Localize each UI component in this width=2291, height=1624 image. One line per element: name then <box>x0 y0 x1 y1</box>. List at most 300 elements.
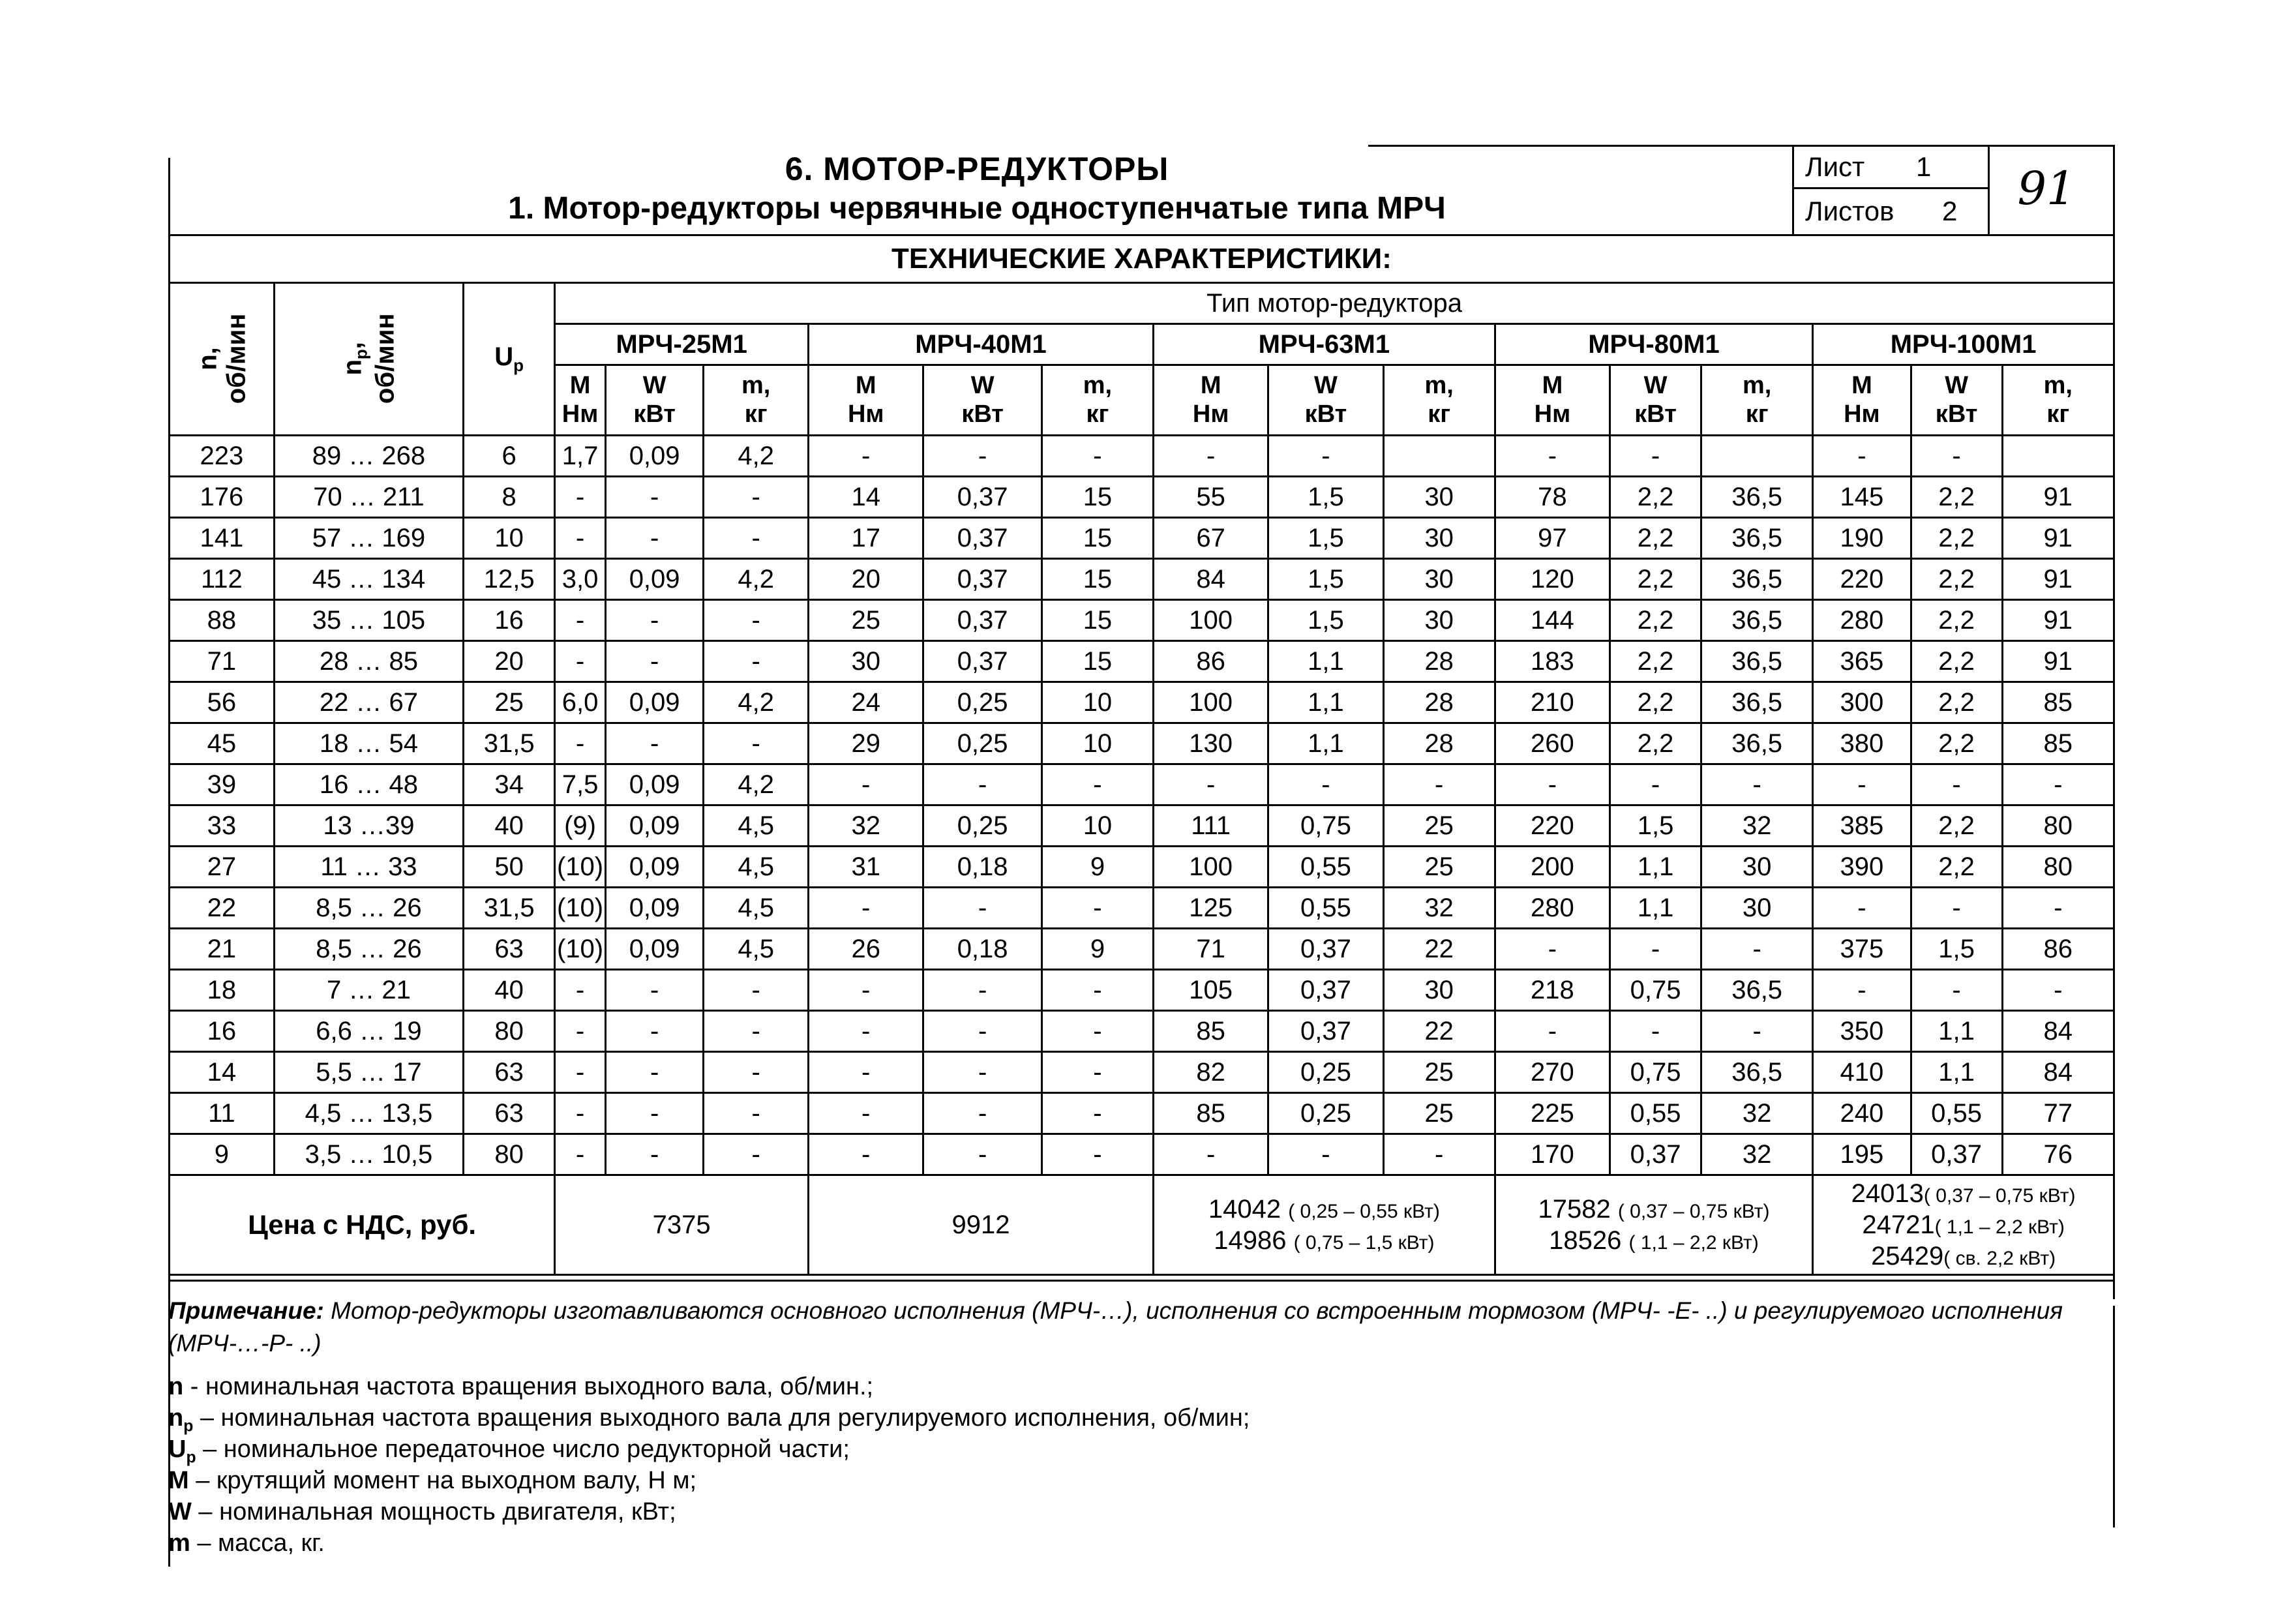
table-cell: 4,2 <box>704 682 809 723</box>
table-cell: 9 <box>1041 929 1153 970</box>
table-cell: 2,2 <box>1911 477 2002 518</box>
table-cell: 0,25 <box>923 682 1042 723</box>
table-cell: - <box>1495 436 1610 477</box>
table-cell: 280 <box>1495 888 1610 929</box>
table-cell: 45 <box>170 723 275 764</box>
table-cell: 8 <box>464 477 555 518</box>
table-cell: - <box>1701 764 1813 805</box>
table-cell: - <box>809 764 923 805</box>
table-cell: 22 <box>170 888 275 929</box>
table-cell: 27 <box>170 847 275 888</box>
table-cell: 0,25 <box>923 805 1042 847</box>
table-cell: 22 <box>1383 929 1495 970</box>
table-cell: 36,5 <box>1701 600 1813 641</box>
table-cell: 0,25 <box>923 723 1042 764</box>
unit-header: W кВт <box>1610 365 1701 436</box>
table-cell: - <box>704 1093 809 1134</box>
definition-item: M – крутящий момент на выходном валу, Н м; <box>168 1467 697 1494</box>
table-cell: 0,55 <box>1268 888 1383 929</box>
table-cell: 0,37 <box>923 559 1042 600</box>
frame-top-line <box>1368 145 1792 147</box>
table-cell: - <box>1701 1011 1813 1052</box>
table-cell: - <box>1911 436 2002 477</box>
table-cell: - <box>704 970 809 1011</box>
table-cell: - <box>704 1134 809 1175</box>
table-cell: 0,37 <box>923 477 1042 518</box>
table-cell: 11 <box>170 1093 275 1134</box>
table-cell: 1,1 <box>1610 888 1701 929</box>
table-cell: 25 <box>1383 805 1495 847</box>
table-cell: 5,5 … 17 <box>274 1052 463 1093</box>
table-cell: 112 <box>170 559 275 600</box>
unit-header: m, кг <box>1041 365 1153 436</box>
table-cell: 0,75 <box>1610 970 1701 1011</box>
unit-header: M Нм <box>1495 365 1610 436</box>
table-row <box>170 1093 2114 1134</box>
table-cell: 57 … 169 <box>274 518 463 559</box>
table-cell: 30 <box>1383 518 1495 559</box>
table-cell: - <box>1911 888 2002 929</box>
table-cell: - <box>1268 764 1383 805</box>
table-cell: 14 <box>170 1052 275 1093</box>
table-cell: 78 <box>1495 477 1610 518</box>
unit-header: W кВт <box>1268 365 1383 436</box>
table-cell: 36,5 <box>1701 559 1813 600</box>
table-cell: - <box>1041 436 1153 477</box>
table-cell: 80 <box>2002 847 2114 888</box>
table-cell: 0,09 <box>605 929 703 970</box>
table-cell: 240 <box>1813 1093 1911 1134</box>
table-cell: - <box>923 888 1042 929</box>
table-cell: 50 <box>464 847 555 888</box>
table-cell: 32 <box>1701 1093 1813 1134</box>
table-cell: 10 <box>1041 805 1153 847</box>
table-cell: 20 <box>809 559 923 600</box>
table-cell: 84 <box>2002 1011 2114 1052</box>
table-cell: 2,2 <box>1610 723 1701 764</box>
table-cell: 31,5 <box>464 888 555 929</box>
table-cell: 85 <box>2002 723 2114 764</box>
table-cell: 88 <box>170 600 275 641</box>
table-cell: 25 <box>1383 1093 1495 1134</box>
table-cell: 120 <box>1495 559 1610 600</box>
table-cell: 0,25 <box>1268 1052 1383 1093</box>
table-cell: 9 <box>1041 847 1153 888</box>
table-cell: 91 <box>2002 559 2114 600</box>
table-cell: - <box>605 1093 703 1134</box>
table-cell: 105 <box>1154 970 1268 1011</box>
table-cell: 7 … 21 <box>274 970 463 1011</box>
table-cell: 4,2 <box>704 559 809 600</box>
table-cell: - <box>1610 929 1701 970</box>
document-subtitle: 1. Мотор-редукторы червячные одноступенчатые типа МРЧ <box>508 191 1446 226</box>
table-cell: 25 <box>1383 1052 1495 1093</box>
table-cell: 1,1 <box>1911 1011 2002 1052</box>
table-cell: - <box>555 641 606 682</box>
table-cell: 0,75 <box>1268 805 1383 847</box>
table-cell: - <box>605 970 703 1011</box>
table-cell: - <box>1813 436 1911 477</box>
table-cell: 2,2 <box>1911 723 2002 764</box>
table-cell: 100 <box>1154 847 1268 888</box>
notes-section <box>168 1280 2115 1569</box>
table-cell: 0,18 <box>923 929 1042 970</box>
table-cell: 365 <box>1813 641 1911 682</box>
table-row <box>170 847 2114 888</box>
table-cell: (9) <box>555 805 606 847</box>
table-row <box>170 1011 2114 1052</box>
table-cell: 0,55 <box>1610 1093 1701 1134</box>
table-cell: - <box>1495 764 1610 805</box>
table-cell: 80 <box>2002 805 2114 847</box>
table-row <box>170 559 2114 600</box>
table-cell: 35 … 105 <box>274 600 463 641</box>
table-cell: 6,6 … 19 <box>274 1011 463 1052</box>
table-cell: 45 … 134 <box>274 559 463 600</box>
table-cell: 85 <box>1154 1093 1268 1134</box>
table-cell: 0,37 <box>923 641 1042 682</box>
table-cell: 0,09 <box>605 559 703 600</box>
price-label: Цена с НДС, руб. <box>170 1175 555 1275</box>
table-cell: - <box>605 641 703 682</box>
table-cell: 2,2 <box>1911 847 2002 888</box>
unit-header: m, кг <box>1383 365 1495 436</box>
note-text: Мотор-редукторы изготавливаются основного исполнения (МРЧ-…), исполнения со встроенным тормозом (МРЧ- -Е- ..) и регулируемого исполнения (МРЧ-…-Р- ..) <box>168 1297 2063 1357</box>
table-cell: - <box>1041 1052 1153 1093</box>
table-cell: (10) <box>555 888 606 929</box>
table-cell: - <box>704 600 809 641</box>
table-cell: 2,2 <box>1911 805 2002 847</box>
table-cell: 30 <box>1383 559 1495 600</box>
table-cell: 0,09 <box>605 436 703 477</box>
table-cell: 2,2 <box>1610 600 1701 641</box>
table-cell: 111 <box>1154 805 1268 847</box>
unit-header: W кВт <box>923 365 1042 436</box>
table-cell: 40 <box>464 805 555 847</box>
table-row <box>170 1052 2114 1093</box>
table-cell: 14 <box>809 477 923 518</box>
table-cell: 100 <box>1154 600 1268 641</box>
table-cell: 30 <box>1701 888 1813 929</box>
table-cell: 375 <box>1813 929 1911 970</box>
table-cell: 2,2 <box>1911 600 2002 641</box>
table-cell: 63 <box>464 1052 555 1093</box>
model-header: МРЧ-25М1 <box>555 324 809 365</box>
table-cell: (10) <box>555 929 606 970</box>
table-cell: 55 <box>1154 477 1268 518</box>
table-cell: 2,2 <box>1911 682 2002 723</box>
table-cell: - <box>923 436 1042 477</box>
table-cell: - <box>809 1011 923 1052</box>
table-cell: - <box>809 1093 923 1134</box>
table-cell: - <box>1813 970 1911 1011</box>
table-cell: 22 … 67 <box>274 682 463 723</box>
table-cell: 25 <box>1383 847 1495 888</box>
table-cell: 32 <box>1701 1134 1813 1175</box>
table-cell: 0,75 <box>1610 1052 1701 1093</box>
table-cell: 350 <box>1813 1011 1911 1052</box>
table-cell: 0,09 <box>605 888 703 929</box>
table-cell: 2,2 <box>1610 559 1701 600</box>
note-label: Примечание: <box>168 1297 324 1324</box>
table-cell: 218 <box>1495 970 1610 1011</box>
specs-heading: ТЕХНИЧЕСКИЕ ХАРАКТЕРИСТИКИ: <box>891 243 1392 275</box>
table-cell: 56 <box>170 682 275 723</box>
table-cell: 91 <box>2002 518 2114 559</box>
table-cell: - <box>923 1134 1042 1175</box>
table-cell: - <box>1041 1093 1153 1134</box>
unit-header: M Нм <box>1154 365 1268 436</box>
table-cell: 1,1 <box>1610 847 1701 888</box>
unit-header: W кВт <box>1911 365 2002 436</box>
table-cell: - <box>1383 764 1495 805</box>
table-cell: 0,37 <box>923 518 1042 559</box>
table-cell: 36,5 <box>1701 518 1813 559</box>
table-cell: 63 <box>464 929 555 970</box>
table-cell: 16 <box>170 1011 275 1052</box>
table-cell: 220 <box>1495 805 1610 847</box>
table-cell: 210 <box>1495 682 1610 723</box>
table-cell: 0,25 <box>1268 1093 1383 1134</box>
table-cell: - <box>704 641 809 682</box>
table-cell: - <box>1268 436 1383 477</box>
sheets-label: Листов <box>1805 196 1894 226</box>
table-cell: 26 <box>809 929 923 970</box>
table-cell: - <box>704 518 809 559</box>
table-cell: 10 <box>1041 723 1153 764</box>
table-cell: 280 <box>1813 600 1911 641</box>
table-cell: 15 <box>1041 559 1153 600</box>
table-cell: 82 <box>1154 1052 1268 1093</box>
table-cell: 97 <box>1495 518 1610 559</box>
table-cell: 390 <box>1813 847 1911 888</box>
table-cell <box>2002 436 2114 477</box>
table-cell: 84 <box>2002 1052 2114 1093</box>
document-sheet <box>168 145 2115 1567</box>
table-cell: 13 …39 <box>274 805 463 847</box>
table-cell: - <box>1383 1134 1495 1175</box>
table-cell: 0,37 <box>1268 929 1383 970</box>
table-row <box>170 888 2114 929</box>
table-cell: - <box>555 518 606 559</box>
sheet-number: 1 <box>1916 151 1932 182</box>
definition-item: $U_р$ – номинальное передаточное число редукторной части; <box>168 1436 850 1467</box>
table-cell: - <box>704 1052 809 1093</box>
section-title: 6. МОТОР-РЕДУКТОРЫ <box>785 151 1169 187</box>
table-cell: - <box>2002 970 2114 1011</box>
table-cell: 86 <box>1154 641 1268 682</box>
table-row <box>170 805 2114 847</box>
table-cell: 91 <box>2002 641 2114 682</box>
definition-item: n - номинальная частота вращения выходного вала, об/мин.; <box>168 1373 874 1400</box>
table-cell: 4,2 <box>704 764 809 805</box>
table-cell: 10 <box>1041 682 1153 723</box>
table-cell: - <box>605 477 703 518</box>
table-cell: 25 <box>464 682 555 723</box>
table-cell: 141 <box>170 518 275 559</box>
price-mrch25: 7375 <box>555 1175 809 1275</box>
table-cell: 33 <box>170 805 275 847</box>
table-cell: 2,2 <box>1911 518 2002 559</box>
table-cell: 30 <box>1701 847 1813 888</box>
table-row <box>170 600 2114 641</box>
table-cell: - <box>809 1134 923 1175</box>
table-row <box>170 477 2114 518</box>
table-cell: 225 <box>1495 1093 1610 1134</box>
price-row <box>170 1175 2114 1275</box>
table-cell: 7,5 <box>555 764 606 805</box>
table-cell: 32 <box>1383 888 1495 929</box>
table-cell: 2,2 <box>1610 641 1701 682</box>
table-cell: 125 <box>1154 888 1268 929</box>
type-caption: Тип мотор-редуктора <box>555 283 2114 324</box>
table-cell: - <box>1041 1134 1153 1175</box>
table-cell: 1,7 <box>555 436 606 477</box>
table-cell: - <box>1041 970 1153 1011</box>
table-cell: 30 <box>1383 477 1495 518</box>
table-cell: - <box>2002 888 2114 929</box>
table-cell: 11 … 33 <box>274 847 463 888</box>
table-cell: 16 … 48 <box>274 764 463 805</box>
table-cell: 410 <box>1813 1052 1911 1093</box>
table-cell: 9 <box>170 1134 275 1175</box>
table-cell: 91 <box>2002 600 2114 641</box>
table-cell: 130 <box>1154 723 1268 764</box>
table-cell: 32 <box>1701 805 1813 847</box>
table-cell: 36,5 <box>1701 1052 1813 1093</box>
table-cell: - <box>1268 1134 1383 1175</box>
table-cell: - <box>605 1052 703 1093</box>
table-cell: (10) <box>555 847 606 888</box>
table-cell: 0,55 <box>1268 847 1383 888</box>
table-cell: 36,5 <box>1701 477 1813 518</box>
table-cell: 0,37 <box>1268 970 1383 1011</box>
unit-header: m, кг <box>704 365 809 436</box>
table-row <box>170 436 2114 477</box>
table-cell: 6 <box>464 436 555 477</box>
unit-header: W кВт <box>605 365 703 436</box>
table-cell: 270 <box>1495 1052 1610 1093</box>
model-header: МРЧ-100М1 <box>1813 324 2114 365</box>
table-cell: 28 <box>1383 723 1495 764</box>
table-row <box>170 970 2114 1011</box>
table-cell: - <box>809 888 923 929</box>
table-cell: 31 <box>809 847 923 888</box>
table-cell: - <box>1813 888 1911 929</box>
table-cell: - <box>923 1093 1042 1134</box>
table-cell: - <box>555 477 606 518</box>
table-cell: - <box>923 1011 1042 1052</box>
table-cell: 1,5 <box>1610 805 1701 847</box>
price-mrch63: 14042 ( 0,25 – 0,55 кВт) 14986 ( 0,75 – 1,5 кВт) <box>1154 1175 1495 1275</box>
table-cell: - <box>809 970 923 1011</box>
table-cell: 77 <box>2002 1093 2114 1134</box>
table-row <box>170 682 2114 723</box>
table-cell: 1,5 <box>1268 518 1383 559</box>
table-cell: 0,55 <box>1911 1093 2002 1134</box>
unit-header: M Нм <box>555 365 606 436</box>
table-cell: 28 <box>1383 682 1495 723</box>
table-cell: - <box>555 1093 606 1134</box>
table-cell: 67 <box>1154 518 1268 559</box>
header-np: $n_р$, об/мин <box>274 283 463 436</box>
table-cell: 36,5 <box>1701 723 1813 764</box>
table-cell: - <box>704 723 809 764</box>
table-cell: 2,2 <box>1610 518 1701 559</box>
table-cell: - <box>555 1134 606 1175</box>
table-cell: 260 <box>1495 723 1610 764</box>
table-cell: 380 <box>1813 723 1911 764</box>
table-cell: 34 <box>464 764 555 805</box>
table-cell: 22 <box>1383 1011 1495 1052</box>
table-cell: 10 <box>464 518 555 559</box>
specifications-table <box>168 282 2115 1276</box>
table-cell: 4,2 <box>704 436 809 477</box>
table-cell: 170 <box>1495 1134 1610 1175</box>
table-cell: 21 <box>170 929 275 970</box>
table-cell: 1,5 <box>1911 929 2002 970</box>
table-cell: - <box>605 723 703 764</box>
table-row <box>170 1134 2114 1175</box>
table-cell: 1,1 <box>1268 641 1383 682</box>
sheet-box-mid-hline <box>1792 187 1988 189</box>
table-cell: 3,5 … 10,5 <box>274 1134 463 1175</box>
table-cell: - <box>1154 1134 1268 1175</box>
table-cell: 4,5 <box>704 847 809 888</box>
table-cell: 18 … 54 <box>274 723 463 764</box>
table-cell: - <box>1610 1011 1701 1052</box>
header-up: $U_р$ <box>464 283 555 436</box>
table-cell: - <box>555 723 606 764</box>
table-cell: 85 <box>2002 682 2114 723</box>
table-cell: - <box>1041 1011 1153 1052</box>
table-cell: 4,5 <box>704 805 809 847</box>
table-row <box>170 764 2114 805</box>
table-cell: 190 <box>1813 518 1911 559</box>
table-cell: 1,5 <box>1268 477 1383 518</box>
table-cell: - <box>704 477 809 518</box>
table-cell: 80 <box>464 1011 555 1052</box>
table-cell: - <box>555 1052 606 1093</box>
table-row <box>170 641 2114 682</box>
table-cell: - <box>1610 436 1701 477</box>
model-header: МРЧ-63М1 <box>1154 324 1495 365</box>
table-row <box>170 929 2114 970</box>
price-mrch80: 17582 ( 0,37 – 0,75 кВт) 18526 ( 1,1 – 2,2 кВт) <box>1495 1175 1812 1275</box>
unit-header: M Нм <box>1813 365 1911 436</box>
sheet-box-top-line <box>1792 145 2115 147</box>
table-cell: 63 <box>464 1093 555 1134</box>
table-cell: 71 <box>1154 929 1268 970</box>
table-cell: - <box>809 436 923 477</box>
table-cell: - <box>1041 764 1153 805</box>
definition-item: W – номинальная мощность двигателя, кВт; <box>168 1498 676 1526</box>
table-cell: - <box>1495 929 1610 970</box>
table-cell: 86 <box>2002 929 2114 970</box>
table-cell: - <box>1701 929 1813 970</box>
table-cell: 4,5 <box>704 888 809 929</box>
table-cell: - <box>704 1011 809 1052</box>
table-cell: 28 <box>1383 641 1495 682</box>
table-cell: 15 <box>1041 518 1153 559</box>
sheets-count: 2 <box>1942 196 1958 226</box>
table-cell: 1,5 <box>1268 559 1383 600</box>
table-cell: 15 <box>1041 477 1153 518</box>
sheet-box-mid-line <box>1988 145 1990 234</box>
table-row <box>170 723 2114 764</box>
sheet-box-left-line <box>1792 145 1794 234</box>
table-cell: 183 <box>1495 641 1610 682</box>
